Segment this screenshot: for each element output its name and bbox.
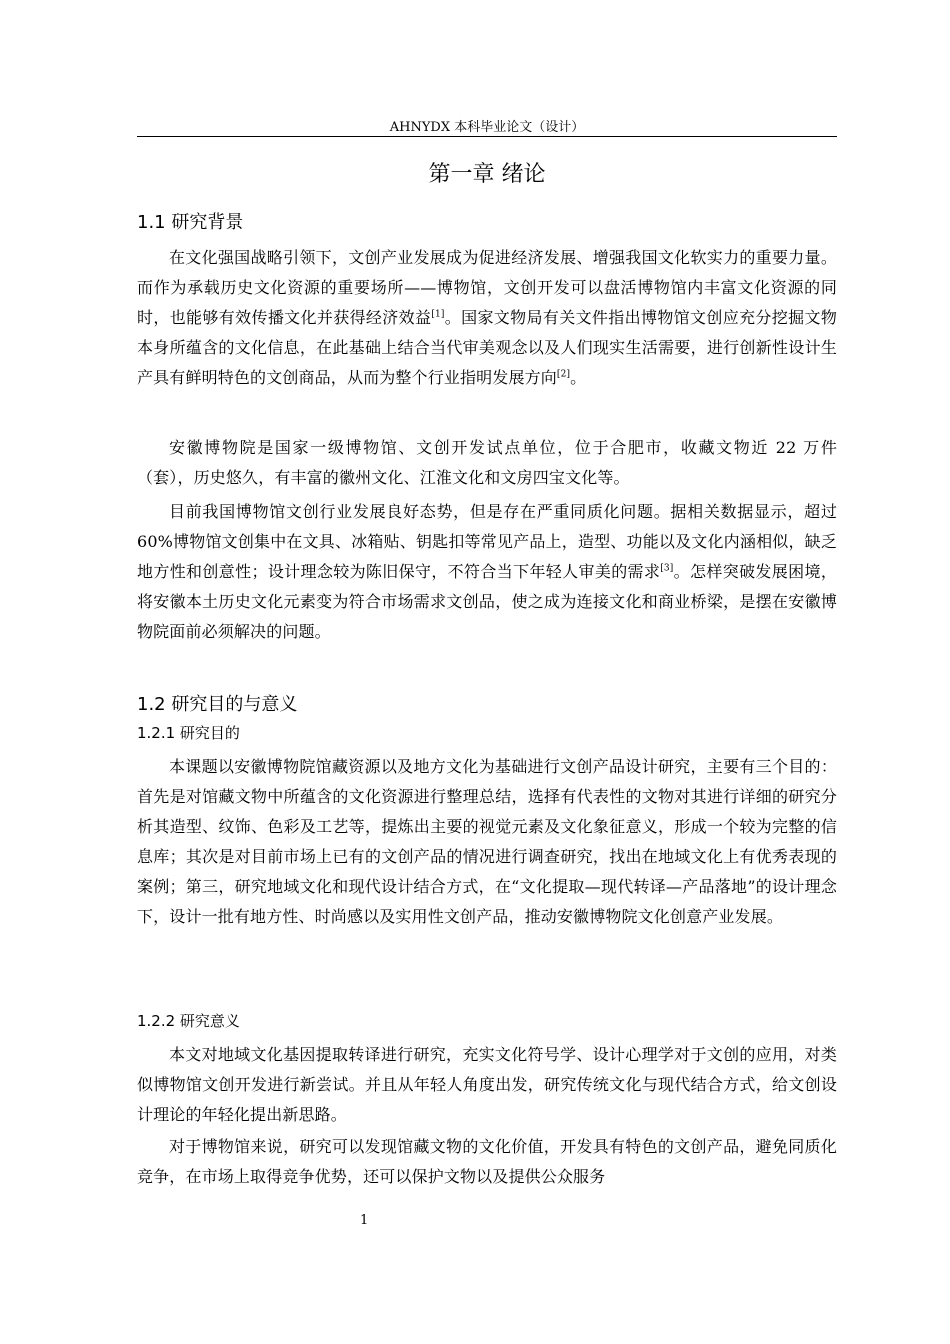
header-rule xyxy=(137,136,837,137)
paragraph-background-1 xyxy=(137,243,837,393)
paragraph-text: 在文化强国战略引领下，文创产业发展成为促进经济发展、增强我国文化软实力的重要力量。而作为承载历史文化资源的重要场所——博物馆，文创开发可以盘活博物馆内丰富文化资源的同时，也能够有效传播文化并获得经济效益 xyxy=(137,248,837,327)
paragraph-background-3 xyxy=(137,497,837,647)
page-number: 1 xyxy=(360,1213,369,1228)
section-heading-1-2: 1.2 研究目的与意义 xyxy=(137,694,298,715)
paragraph-text: 。 xyxy=(570,368,587,387)
paragraph-text: 。怎样突破发展困境，将安徽本土历史文化元素变为符合市场需求文创品，使之成为连接文化和商业桥梁，是摆在安徽博物院面前必须解决的问题。 xyxy=(137,562,837,641)
citation-ref: [3] xyxy=(660,563,674,574)
chapter-title: 第一章 绪论 xyxy=(428,162,546,187)
paragraph-significance-2: 对于博物馆来说，研究可以发现馆藏文物的文化价值，开发具有特色的文创产品，避免同质化竞争，在市场上取得竞争优势，还可以保护文物以及提供公众服务 xyxy=(137,1137,837,1186)
section-heading-1-2-1: 1.2.1 研究目的 xyxy=(137,724,240,742)
paragraph-purpose: 本课题以安徽博物院馆藏资源以及地方文化为基础进行文创产品设计研究，主要有三个目的：首先是对馆藏文物中所蕴含的文化资源进行整理总结，选择有代表性的文物对其进行详细的研究分析其造型、纹饰、色彩及工艺等，提炼出主要的视觉元素及文化象征意义，形成一个较为完整的信息库；其次是对目前市场上已有的文创产品的情况进行调查研究，找出在地域文化上有优秀表现的案例；第三，研究地域文化和现代设计结合方式，在“文化提取—现代转译—产品落地”的设计理念下，设计一批有地方性、时尚感以及实用性文创产品，推动安徽博物院文化创意产业发展。 xyxy=(137,757,837,926)
citation-ref: [2] xyxy=(556,369,571,380)
paragraph-background-2: 安徽博物院是国家一级博物馆、文创开发试点单位，位于合肥市，收藏文物近 22 万件（套），历史悠久，有丰富的徽州文化、江淮文化和文房四宝文化等。 xyxy=(137,438,837,487)
paragraph-text: 。国家文物局有关文件指出博物馆文创应充分挖掘文物本身所蕴含的文化信息，在此基础上结合当代审美观念以及人们现实生活需要，进行创新性设计生产具有鲜明特色的文创商品，从而为整个行业指明发展方向 xyxy=(137,308,837,387)
paragraph-significance-1: 本文对地域文化基因提取转译进行研究，充实文化符号学、设计心理学对于文创的应用，对类似博物馆文创开发进行新尝试。并且从年轻人角度出发，研究传统文化与现代结合方式，给文创设计理论的年轻化提出新思路。 xyxy=(137,1045,837,1124)
page-header: AHNYDX 本科毕业论文（设计） xyxy=(389,120,585,135)
paragraph-text: 目前我国博物馆文创行业发展良好态势，但是存在严重同质化问题。据相关数据显示，超过 60%博物馆文创集中在文具、冰箱贴、钥匙扣等常见产品上，造型、功能以及文化内涵相似，缺乏地方性和创意性；设计理念较为陈旧保守，不符合当下年轻人审美的需求 xyxy=(137,502,837,581)
section-heading-1-2-2: 1.2.2 研究意义 xyxy=(137,1012,240,1030)
citation-ref: [1] xyxy=(431,309,445,320)
section-heading-1-1: 1.1 研究背景 xyxy=(137,212,244,233)
